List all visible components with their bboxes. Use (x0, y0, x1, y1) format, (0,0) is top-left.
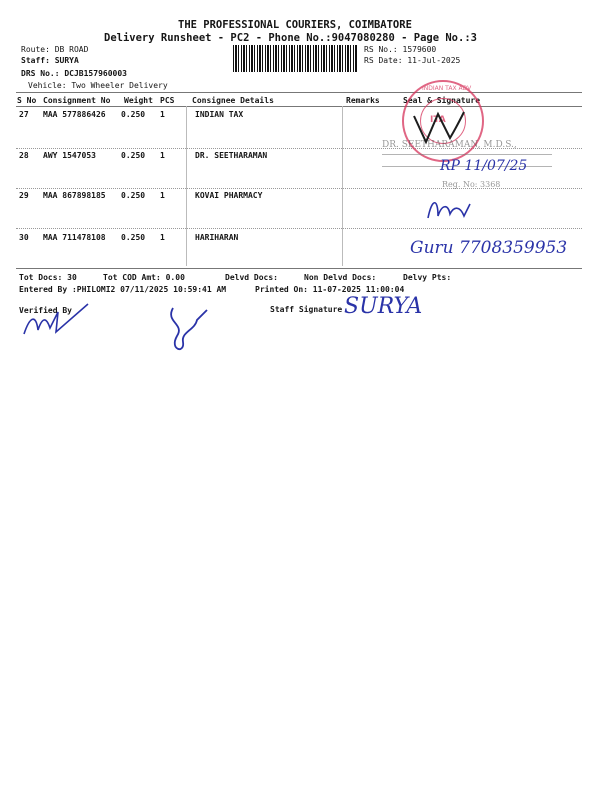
row-consignment: AWY 1547053 (43, 151, 96, 160)
staff-label: Staff: SURYA (21, 56, 79, 65)
delivery-points: Delvy Pts: (403, 273, 452, 282)
row-sno: 30 (19, 233, 29, 242)
doctor-stamp-name: DR. SEETHARAMAN, M.D.S., (382, 140, 517, 150)
verified-by-signature (16, 300, 96, 338)
row-pcs: 1 (160, 151, 165, 160)
seal-center-text: ITA (430, 115, 446, 125)
row-rule (16, 228, 582, 229)
row-pcs: 1 (160, 233, 165, 242)
printed-on: Printed On: 11-07-2025 11:00:04 (255, 285, 405, 294)
staff-signature-handwritten: SURYA (344, 294, 423, 319)
col-seal: Seal & Signature (403, 96, 481, 105)
entered-by: Entered By :PHILOMI2 07/11/2025 10:59:41 AM (19, 285, 227, 294)
row-pcs: 1 (160, 110, 165, 119)
drs-number: DRS No.: DCJB157960003 (21, 69, 127, 78)
staff-signature-label: Staff Signature (270, 305, 343, 314)
row28-handwritten-receipt: RP 11/07/25 (440, 158, 528, 174)
row-pcs: 1 (160, 191, 165, 200)
total-cod-amount: Tot COD Amt: 0.00 (103, 273, 185, 282)
col-sno: S No (17, 96, 37, 105)
header-top-rule (16, 92, 582, 93)
total-docs: Tot Docs: 30 (19, 273, 77, 282)
seal-tick-signature (410, 108, 470, 148)
header-bottom-rule (16, 106, 582, 107)
row-weight: 0.250 (121, 110, 146, 119)
col-remarks: Remarks (346, 96, 380, 105)
col-consignment: Consignment No (43, 96, 111, 105)
col-consignee: Consignee Details (192, 96, 274, 105)
rs-number: RS No.: 1579600 (364, 45, 437, 54)
row-weight: 0.250 (121, 191, 146, 200)
row-consignee: INDIAN TAX (195, 110, 244, 119)
runsheet-subtitle: Delivery Runsheet - PC2 - Phone No.:9047080280 - Page No.:3 (104, 32, 477, 44)
row30-handwritten-note: Guru 7708359953 (410, 238, 568, 258)
company-title: THE PROFESSIONAL COURIERS, COIMBATORE (178, 19, 412, 31)
row-sno: 29 (19, 191, 29, 200)
row-consignment: MAA 711478108 (43, 233, 106, 242)
delivered-docs: Delvd Docs: (225, 273, 278, 282)
col-divider (342, 106, 343, 266)
doctor-stamp-reg: Reg. No: 3368 (442, 180, 501, 189)
row-consignee: DR. SEETHARAMAN (195, 151, 268, 160)
row29-signature (424, 196, 474, 224)
table-bottom-rule (16, 268, 582, 269)
row-consignment: MAA 577886426 (43, 110, 106, 119)
stamp-line (382, 154, 552, 155)
vehicle-label: Vehicle: Two Wheeler Delivery (28, 81, 168, 90)
route-label: Route: DB ROAD (21, 45, 89, 54)
row-consignment: MAA 867898185 (43, 191, 106, 200)
row-sno: 27 (19, 110, 29, 119)
row-weight: 0.250 (121, 233, 146, 242)
row-weight: 0.250 (121, 151, 146, 160)
col-divider (186, 106, 187, 266)
barcode (233, 45, 357, 72)
col-pcs: PCS (160, 96, 175, 105)
row-sno: 28 (19, 151, 29, 160)
rs-date: RS Date: 11-Jul-2025 (364, 56, 461, 65)
second-signature (155, 302, 215, 362)
row-consignee: HARIHARAN (195, 233, 239, 242)
non-delivered-docs: Non Delvd Docs: (304, 273, 377, 282)
col-weight: Weight (124, 96, 153, 105)
row-consignee: KOVAI PHARMACY (195, 191, 263, 200)
verified-by-label: Verified By (19, 306, 72, 315)
seal-ring-text: INDIAN TAX ADV (422, 85, 472, 92)
